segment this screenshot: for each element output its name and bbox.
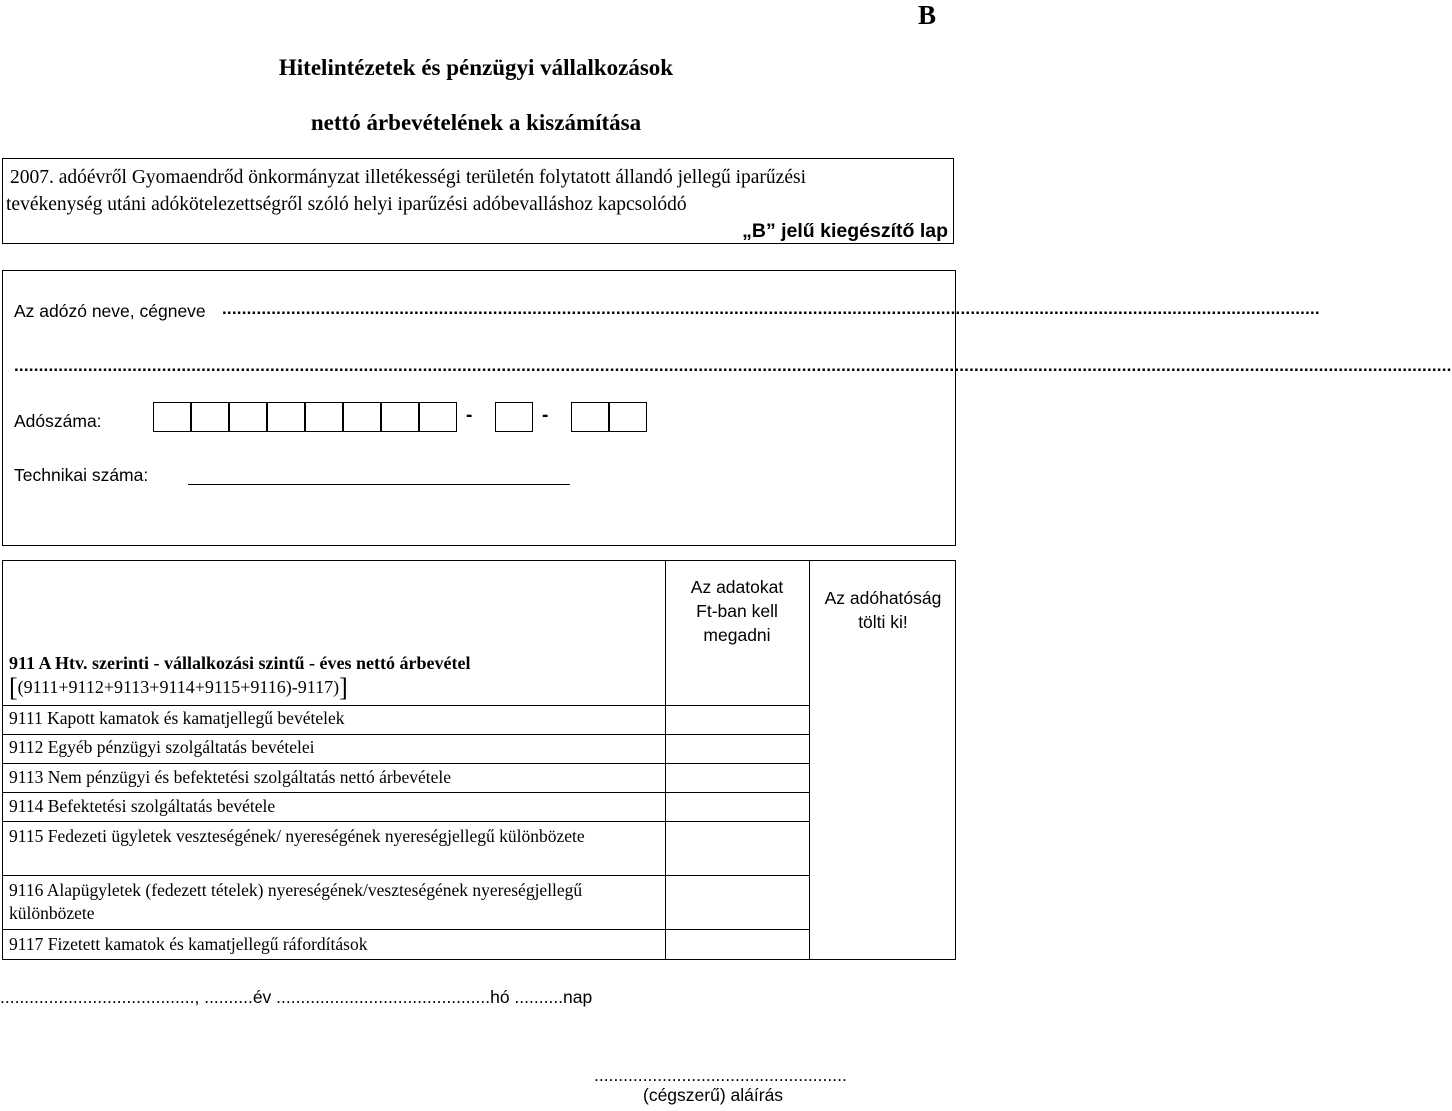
- row-9112: 9112 Egyéb pénzügyi szolgáltatás bevételei: [9, 737, 315, 757]
- formula-bracket-close: ]: [339, 673, 348, 702]
- tax-number-label: Adószáma:: [14, 411, 102, 431]
- formula-text: (9111+9112+9113+9114+9115+9116)-9117): [17, 677, 340, 697]
- row-9115: 9115 Fedezeti ügyletek veszteségének/ nyereségének nyereségjellegű különbözete: [9, 826, 585, 846]
- tax-number-dash-2: -: [542, 405, 549, 426]
- value-cell-divider: [666, 763, 809, 764]
- row-9116: 9116 Alapügyletek (fedezett tételek) nyereségének/veszteségének nyereségjellegű különbözete: [9, 880, 583, 923]
- tax-number-digit-6[interactable]: [343, 402, 381, 432]
- tax-number-digit-3[interactable]: [229, 402, 267, 432]
- tax-number-digit-1[interactable]: [153, 402, 191, 432]
- row-divider: [2, 875, 665, 876]
- row-911-formula: [9, 673, 348, 702]
- value-cell-divider: [666, 821, 809, 822]
- column-header-values-line-2: Ft-ban kell: [696, 601, 778, 621]
- column-header-authority: [810, 586, 956, 634]
- date-line[interactable]: ........................................, ..........év ............................................hó ..........nap: [0, 987, 593, 1007]
- tax-number-digit-9[interactable]: [495, 402, 533, 432]
- header-line-1: 2007. adóévről Gyomaendrőd önkormányzat illetékességi területén folytatott állandó jellegű iparűzési: [10, 167, 806, 188]
- tax-number-digit-7[interactable]: [381, 402, 419, 432]
- page-subtitle: nettó árbevételének a kiszámítása: [310, 110, 642, 135]
- row-9117: 9117 Fizetett kamatok és kamatjellegű ráfordítások: [9, 934, 368, 954]
- row-divider: [2, 821, 665, 822]
- row-911-label: 911 A Htv. szerinti - vállalkozási szintű - éves nettó árbevétel: [9, 653, 471, 673]
- signature-line[interactable]: ....................................................: [594, 1065, 847, 1085]
- row-divider: [2, 792, 665, 793]
- row-divider: [2, 705, 665, 706]
- tax-number-digit-5[interactable]: [305, 402, 343, 432]
- value-cell-divider: [666, 792, 809, 793]
- taxpayer-name-field[interactable]: ...............................................................................................................................................................................................................................: [222, 299, 1320, 318]
- value-cell-divider: [666, 929, 809, 930]
- technical-number-field[interactable]: [188, 484, 570, 485]
- column-header-authority-line-1: Az adóhatóság: [824, 588, 942, 608]
- form-letter-b: B: [917, 0, 936, 30]
- row-divider: [2, 763, 665, 764]
- column-header-authority-line-2: tölti ki!: [858, 612, 908, 632]
- tax-number-dash-1: -: [466, 405, 473, 426]
- taxpayer-name-field-continued[interactable]: ....................................................................................................................................................................................................................................................................................................: [14, 356, 1452, 375]
- page-title: Hitelintézetek és pénzügyi vállalkozások: [278, 55, 674, 80]
- tax-number-digit-2[interactable]: [191, 402, 229, 432]
- row-9114: 9114 Befektetési szolgáltatás bevétele: [9, 796, 276, 816]
- column-header-values-line-1: Az adatokat: [690, 577, 784, 597]
- taxpayer-name-label: Az adózó neve, cégneve: [14, 301, 206, 321]
- signature-label: (cégszerű) aláírás: [643, 1085, 784, 1105]
- value-cell-divider: [666, 734, 809, 735]
- tax-number-digit-10[interactable]: [571, 402, 609, 432]
- header-line-3: „B” jelű kiegészítő lap: [742, 220, 948, 242]
- tax-number-digit-4[interactable]: [267, 402, 305, 432]
- header-line-2: tevékenység utáni adókötelezettségről szóló helyi iparűzési adóbevalláshoz kapcsolódó: [6, 194, 687, 215]
- row-9113: 9113 Nem pénzügyi és befektetési szolgáltatás nettó árbevétele: [9, 767, 452, 787]
- row-divider: [2, 734, 665, 735]
- tax-number-digit-8[interactable]: [419, 402, 457, 432]
- tax-number-digit-11[interactable]: [609, 402, 647, 432]
- technical-number-label: Technikai száma:: [14, 465, 149, 485]
- value-cell-divider: [666, 875, 809, 876]
- formula-bracket-open: [: [9, 673, 18, 702]
- row-divider: [2, 929, 665, 930]
- value-cell-divider: [666, 705, 809, 706]
- column-header-values-line-3: megadni: [703, 625, 771, 645]
- column-header-values: [666, 575, 808, 647]
- row-9111: 9111 Kapott kamatok és kamatjellegű bevételek: [9, 708, 345, 728]
